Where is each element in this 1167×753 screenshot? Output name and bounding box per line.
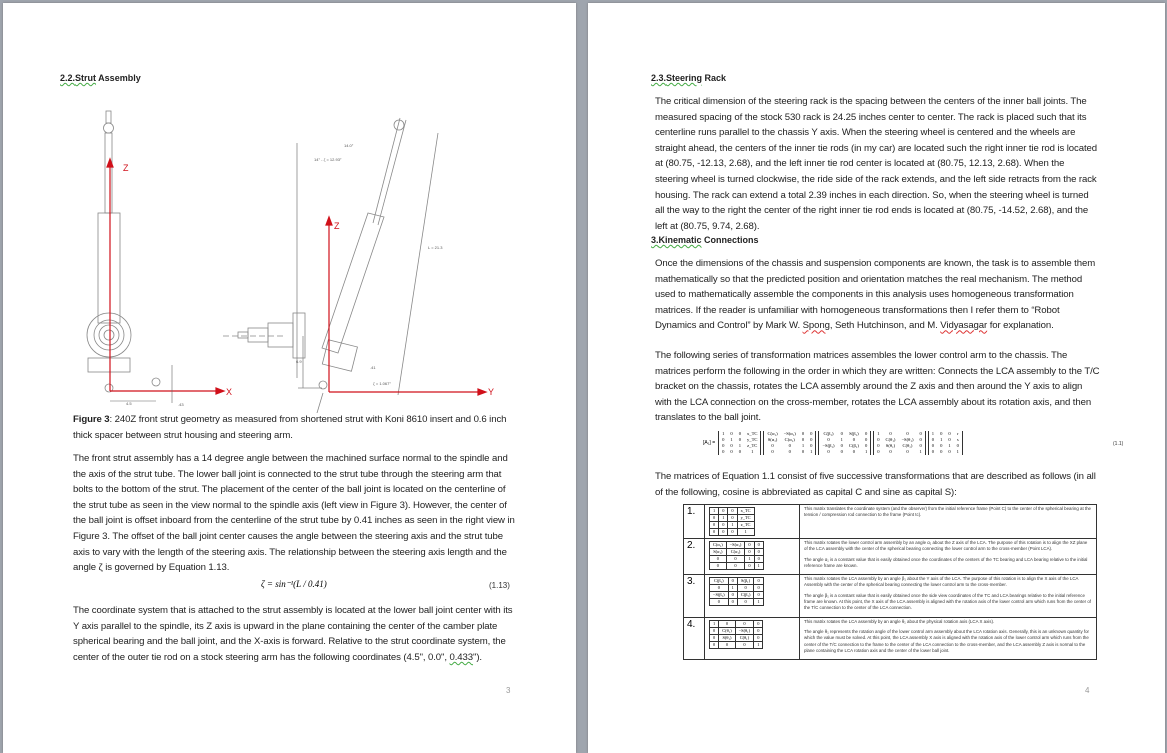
section-heading-kinematic-connections: 3.Kinematic Connections xyxy=(651,235,759,245)
matrix-cell: 0 xyxy=(719,508,728,515)
matrix-cell: 0 xyxy=(931,443,935,448)
matrix-cell: z_TC xyxy=(747,443,758,448)
matrix-cell: C(θ₁) xyxy=(719,627,736,634)
matrix-cell: C(β₁) xyxy=(823,431,834,436)
matrix-cell: 0 xyxy=(710,599,729,606)
matrix-cell: 0 xyxy=(801,431,805,436)
right-strut-drawing xyxy=(223,118,438,413)
matrix-cell: 0 xyxy=(738,437,741,442)
matrix-cell: 1 xyxy=(864,449,868,454)
matrix-cell: −S(α₁) xyxy=(726,542,745,549)
figure-caption: Figure 3: 240Z front strut geometry as measured from shortened strut with Koni 8610 insert and 0.6 inch thick spacer between strut housing and steering arm. xyxy=(73,414,507,441)
matrix-cell: 0 xyxy=(877,437,880,442)
page-3 xyxy=(3,3,576,753)
matrix-cell: 0 xyxy=(889,431,892,436)
matrix-cell: 0 xyxy=(788,449,791,454)
matrix-cell: 1 xyxy=(956,449,959,454)
matrix-cell: C(β₁) xyxy=(737,592,754,599)
row-number: 4. xyxy=(684,617,705,659)
matrix-cell: 0 xyxy=(735,641,753,648)
matrix-cell: 0 xyxy=(754,592,763,599)
page-4 xyxy=(588,3,1165,753)
matrix-cell: 0 xyxy=(738,449,741,454)
description-cell xyxy=(800,575,1097,617)
matrix-cell: 0 xyxy=(877,449,880,454)
paragraph: The matrices of Equation 1.1 consist of five successive transformations that are described as follows (in all of the following, cosine is abbreviated as capital C and sine as capital S): xyxy=(655,471,1096,498)
y-axis-label-right: Y xyxy=(488,387,495,397)
matrix-cell: x_TC xyxy=(747,431,758,436)
matrix-cell: 0 xyxy=(940,443,943,448)
matrix-cell: 0 xyxy=(810,431,813,436)
equation-lhs: [A₁] = xyxy=(703,440,716,446)
matrix-cell xyxy=(705,505,800,539)
matrix-cell: 0 xyxy=(710,529,719,536)
table-row xyxy=(684,575,1097,617)
matrix-cell: 1 xyxy=(931,431,935,436)
matrix-cell: C(β₁) xyxy=(710,578,729,585)
matrix xyxy=(818,431,871,455)
matrix-cell: 0 xyxy=(710,522,719,529)
matrix-cell: 0 xyxy=(931,449,935,454)
matrix-cell: 0 xyxy=(719,522,728,529)
matrix-cell: 1 xyxy=(710,620,719,627)
table-row xyxy=(684,539,1097,575)
matrix-cell: 0 xyxy=(771,449,774,454)
matrix-cell: 0 xyxy=(948,431,951,436)
equation-number: (1.1) xyxy=(1113,441,1124,447)
matrix-cell: 0 xyxy=(840,431,843,436)
matrix-cell: 1 xyxy=(754,599,763,606)
matrix-cell: 1 xyxy=(728,585,737,592)
matrix-cell: 0 xyxy=(737,599,754,606)
matrix xyxy=(709,577,764,606)
matrix-cell: C(α₁) xyxy=(784,437,795,442)
matrix-cell: 0 xyxy=(810,437,813,442)
description-text: This matrix translates the coordinate system (and the observer) from the initial reference frame (Point C) to the center of the spherical bearing at the tension / compression rod connection to the frame (Point tc). xyxy=(804,506,1091,518)
matrix-cell: C(β₁) xyxy=(848,443,859,448)
matrix-cell: 0 xyxy=(728,599,737,606)
dim-label: 6.9 xyxy=(296,359,302,364)
matrix-cell xyxy=(705,575,800,617)
transformation-table xyxy=(683,504,1097,660)
matrix xyxy=(873,431,926,455)
matrix-cell: 0 xyxy=(728,515,737,522)
matrix-cell: 0 xyxy=(754,549,763,556)
matrix xyxy=(763,431,816,455)
matrix-cell: 0 xyxy=(754,627,763,634)
paragraph: The front strut assembly has a 14 degree angle between the machined surface normal to the spindle and the axis of the strut tube. The lower ball joint is connected to the strut tube through the steering arm that bolts to the bottom of the strut. The placement of the center of the ball joint is located on the centerline of the strut tube as seen in the view normal to the spindle axis (left view in Figure 3). However, the center of the ball joint is offset inboard from the centerline of the strut tube by 0.41 inches as seen in the right view in Figure 3. The offset of the ball joint center causes the angle between the steering axis and the strut tube axis to vary with the length of the steering axis. The relationship between the steering axis length and the angle ζ is governed by Equation 1.13. xyxy=(73,453,515,574)
matrix xyxy=(718,431,761,455)
matrix-cell: 0 xyxy=(801,449,805,454)
description-cell xyxy=(800,539,1097,575)
matrix xyxy=(709,541,764,570)
matrix-cell: 1 xyxy=(919,449,922,454)
matrix-cell: C(θ₁) xyxy=(902,443,913,448)
matrix-cell: s xyxy=(956,437,959,442)
matrix-cell: 0 xyxy=(728,578,737,585)
matrix-cell: S(θ₁) xyxy=(719,634,736,641)
matrix-cell: 0 xyxy=(745,549,754,556)
description-text: This matrix rotates the LCA assembly by an angle β₁ about the Y axis of the LCA. The purpose of this rotation is to align the X axis of the LCA Assembly with the center of the spherical bearing connecting the lower control arm to the cross-member. xyxy=(804,576,1079,588)
matrix-cell: 1 xyxy=(940,437,943,442)
table-row xyxy=(684,617,1097,659)
matrix-cell: 0 xyxy=(771,443,774,448)
matrix-cell: 0 xyxy=(864,443,868,448)
dim-label: 14.0° xyxy=(344,143,354,148)
dim-label: .41 xyxy=(370,365,376,370)
description-cell xyxy=(800,617,1097,659)
strut-geometry-figure xyxy=(78,103,528,413)
dim-label: ζ = 1.067° xyxy=(373,381,391,386)
matrix-cell: 0 xyxy=(956,443,959,448)
matrix-cell: 0 xyxy=(754,542,763,549)
matrix-cell: 0 xyxy=(738,431,741,436)
description-text: The angle β₁ is a constant value that is easily obtained once the side view coordinates of the TC and LCA bearings relative to the initial reference frame are known. At this point, the X axis of the LCA assembly is aligned with the rotation axis of the lower control arm which runs from the center of the T/C connection to the center of the LCA connection. xyxy=(804,592,1091,611)
matrix-cell: 0 xyxy=(919,437,922,442)
z-axis-label-left: Z xyxy=(123,163,129,173)
left-dimensions xyxy=(110,365,172,403)
paragraph: The coordinate system that is attached to the strut assembly is located at the lower ball joint center with its Y axis parallel to the spindle, its Z axis is upward in the plane containing the center of the camber plate spherical bearing and the ball joint, and the X-axis is forward. Relative to the strut coordinate system, the center of the outer tie rod on a stock steering arm has the following coordinates (4.5", 0.0", 0.433"). xyxy=(73,605,513,663)
dim-label: L = 21.3 xyxy=(428,245,443,250)
equation-number: (1.13) xyxy=(489,581,510,590)
matrix-cell: 1 xyxy=(728,522,737,529)
equation-1-13: ζ = sin⁻¹(L / 0.41) xyxy=(261,579,327,589)
matrix-cell: 0 xyxy=(745,542,754,549)
matrix-cell: S(β₁) xyxy=(849,431,859,436)
matrix-cell: 0 xyxy=(852,437,856,442)
matrix-cell: 0 xyxy=(906,431,909,436)
matrix-cell: 0 xyxy=(919,431,922,436)
matrix-cell: 0 xyxy=(827,449,830,454)
matrix-cell: 0 xyxy=(919,443,922,448)
matrix-cell: 0 xyxy=(877,443,880,448)
matrix-cell: C(θ₁) xyxy=(885,437,896,442)
matrix-cell: 1 xyxy=(754,563,763,570)
matrix-cell: 0 xyxy=(710,556,727,563)
description-text: The angle α₁ is a constant value that is easily obtained once the coordinates of the centers of the TC bearing and LCA bearing relative to the initial reference frame are known. xyxy=(804,556,1088,568)
dim-label: 14° - ζ = 12.93° xyxy=(314,157,342,162)
left-axes xyxy=(107,159,224,394)
matrix-cell: 1 xyxy=(877,431,880,436)
matrix-cell: y_TC xyxy=(747,437,758,442)
matrix-cell: −S(θ₁) xyxy=(901,437,914,442)
matrix-cell: −S(β₁) xyxy=(710,592,729,599)
matrix-cell: 0 xyxy=(710,641,719,648)
section-heading-steering-rack: 2.3.Steering Rack xyxy=(651,73,727,83)
matrix-cell: 0 xyxy=(840,443,843,448)
matrix-cell: 0 xyxy=(737,585,754,592)
equation-1-1 xyxy=(703,431,965,455)
description-text: This matrix rotates the lower control arm assembly by an angle α₁ about the Z axis of the LCA. The purpose of this rotation is to align the XZ plane of the LCA assembly with the center of the spherical bearing connecting the lower control arm to the cross-member (Point LCA). xyxy=(804,540,1088,552)
section-heading-strut-assembly: 2.2.Strut Assembly xyxy=(60,73,141,83)
row-number: 1. xyxy=(684,505,705,539)
matrix-cell: 0 xyxy=(719,641,736,648)
matrix-cell: 0 xyxy=(710,627,719,634)
matrix-cell: 0 xyxy=(827,437,830,442)
matrix-cell: 1 xyxy=(710,508,719,515)
description-cell xyxy=(800,505,1097,539)
matrix-cell: 1 xyxy=(754,641,763,648)
matrix-cell: 0 xyxy=(906,449,909,454)
dim-label: 4.5 xyxy=(126,401,132,406)
table-row xyxy=(684,505,1097,539)
matrix-cell: S(β₁) xyxy=(737,578,754,585)
page-number: 3 xyxy=(506,686,511,695)
matrix-cell: 1 xyxy=(738,443,741,448)
matrix xyxy=(928,431,963,455)
matrix-cell: 0 xyxy=(710,515,719,522)
matrix-cell: 0 xyxy=(948,449,951,454)
matrix-cell: 0 xyxy=(730,431,733,436)
row-number: 3. xyxy=(684,575,705,617)
matrix-cell: 0 xyxy=(722,443,725,448)
matrix-cell: z_TC xyxy=(737,522,754,529)
matrix-cell: 0 xyxy=(710,634,719,641)
x-axis-label-left: X xyxy=(226,387,233,397)
paragraph: The following series of transformation matrices assembles the lower control arm to the chassis. The matrices perform the following in the order in which they are written: Connects the LCA assembly to the T/C bracket on the chassis, rotates the LCA assembly around the Z axis and then around the Y axis to align with the LCA connection on the cross-member, rotates the LCA assembly about its rotation axis, and then translates to the ball joint. xyxy=(655,350,1100,424)
matrix xyxy=(709,507,755,536)
matrix-cell: 0 xyxy=(728,508,737,515)
matrix-cell: 0 xyxy=(728,592,737,599)
description-text: The angle θ₁ represents the rotation angle of the lower control arm assembly about the LCA rotation axis. Generally, this is an unknown quantity for which the value must be solved. At this point, the LCA assembly X axis is aligned with the rotation axis of the lower control arm which runs from the center of the T/C connection to the frame to the center of the LCA connection to the cross-member, and the LCA assembly Z axis is normal to the plane containing the LCA rotation axis and the center of the lower ball joint. xyxy=(804,628,1089,653)
matrix-cell: 1 xyxy=(840,437,843,442)
matrix-cell: 0 xyxy=(728,529,737,536)
matrix-cell: 1 xyxy=(719,515,728,522)
matrix-cell: 0 xyxy=(726,563,745,570)
matrix-cell: 0 xyxy=(840,449,843,454)
matrix-cell: 0 xyxy=(754,556,763,563)
matrix-cell xyxy=(705,617,800,659)
matrix-cell: 0 xyxy=(931,437,935,442)
description-text: This matrix rotates the LCA assembly by an angle θ₁ about the physical rotation axis (LCA X axis). xyxy=(804,618,995,624)
matrix-cell xyxy=(705,539,800,575)
dim-label: .43 xyxy=(178,402,184,407)
matrix-cell: S(θ₁) xyxy=(885,443,896,448)
matrix-cell: 0 xyxy=(730,443,733,448)
paragraph: The critical dimension of the steering rack is the spacing between the centers of the inner ball joints. The measured spacing of the stock 530 rack is 24.25 inches center to center. The rack is placed such that its centerline runs parallel to the chassis Y axis. When the steering wheel is centered and the wheels are straight ahead, the centers of the inner tie rods (in my car) are located such the right inner tie rod is located at (80.75, -12.13, 2.68), and the left inner tie rod center is located at (80.75, 12.13, 2.68). When the steering wheel is turned clockwise, the ride side of the rack extends, and the left side retracts from the rack housing. The rack can extend a total 2.39 inches in each direction. So, when the steering wheel is turned all the way to the right the center of the right inner tie rod ends is located at (80.75, -14.52, 2.68), and the left at (80.75, 9.74, 2.68). xyxy=(655,96,1097,232)
matrix-cell: −S(θ₁) xyxy=(735,627,753,634)
left-strut-drawing xyxy=(87,111,160,392)
matrix-cell: 0 xyxy=(940,449,943,454)
matrix-cell: 0 xyxy=(754,634,763,641)
matrix-cell: 0 xyxy=(719,529,728,536)
matrix-cell: 0 xyxy=(735,620,753,627)
matrix-cell: S(α₁) xyxy=(710,549,727,556)
matrix-cell: 1 xyxy=(801,443,805,448)
matrix-cell: 1 xyxy=(745,556,754,563)
page-number: 4 xyxy=(1085,686,1090,695)
matrix-cell: 1 xyxy=(737,529,754,536)
matrix-cell: 0 xyxy=(948,437,951,442)
matrix-cell: 0 xyxy=(754,585,763,592)
matrix-cell: 0 xyxy=(810,443,813,448)
right-axes xyxy=(326,217,486,395)
matrix-cell: 0 xyxy=(754,620,763,627)
matrix-cell: 0 xyxy=(788,443,791,448)
matrix-cell: 1 xyxy=(948,443,951,448)
matrix-cell: x_TC xyxy=(737,508,754,515)
matrix-cell: y_TC xyxy=(737,515,754,522)
matrix-cell: 0 xyxy=(730,449,733,454)
z-axis-label-right: Z xyxy=(334,221,340,231)
matrix-cell: 0 xyxy=(710,585,729,592)
matrix-cell: C(α₁) xyxy=(767,431,778,436)
matrix-cell: 1 xyxy=(722,431,725,436)
matrix-cell: C(α₁) xyxy=(710,542,727,549)
paragraph: Once the dimensions of the chassis and suspension components are known, the task is to assemble them mathematically so that the predicted position and orientation matches the real mechanism. The method used to mathematically assemble the components in this analysis uses homogeneous transformation matrices. If the reader is unfamiliar with homogeneous transformations then I refer them to “Robot Dynamics and Control” by Mark W. Spong, Seth Hutchinson, and M. Vidyasagar for explanation. xyxy=(655,258,1096,332)
matrix-cell: 0 xyxy=(864,431,868,436)
matrix-cell: 0 xyxy=(726,556,745,563)
matrix-cell: C(θ₁) xyxy=(735,634,753,641)
matrix-cell: 0 xyxy=(722,449,725,454)
matrix-cell: 0 xyxy=(710,563,727,570)
matrix-cell: 0 xyxy=(719,620,736,627)
matrix-cell: 1 xyxy=(730,437,733,442)
matrix-cell: 0 xyxy=(889,449,892,454)
matrix-cell: −S(β₁) xyxy=(822,443,835,448)
matrix-cell: 0 xyxy=(754,578,763,585)
matrix xyxy=(709,620,763,649)
matrix-cell: 0 xyxy=(745,563,754,570)
matrix-cell: S(α₁) xyxy=(767,437,778,442)
row-number: 2. xyxy=(684,539,705,575)
matrix-cell: 0 xyxy=(864,437,868,442)
matrix-cell: 0 xyxy=(940,431,943,436)
matrix-cell: 0 xyxy=(801,437,805,442)
matrix-cell: r xyxy=(957,431,959,436)
matrix-cell: 0 xyxy=(852,449,856,454)
matrix-cell: 1 xyxy=(810,449,813,454)
matrix-cell: 0 xyxy=(722,437,725,442)
matrix-cell: 1 xyxy=(751,449,754,454)
matrix-cell: C(α₁) xyxy=(726,549,745,556)
matrix-cell: −S(α₁) xyxy=(783,431,796,436)
